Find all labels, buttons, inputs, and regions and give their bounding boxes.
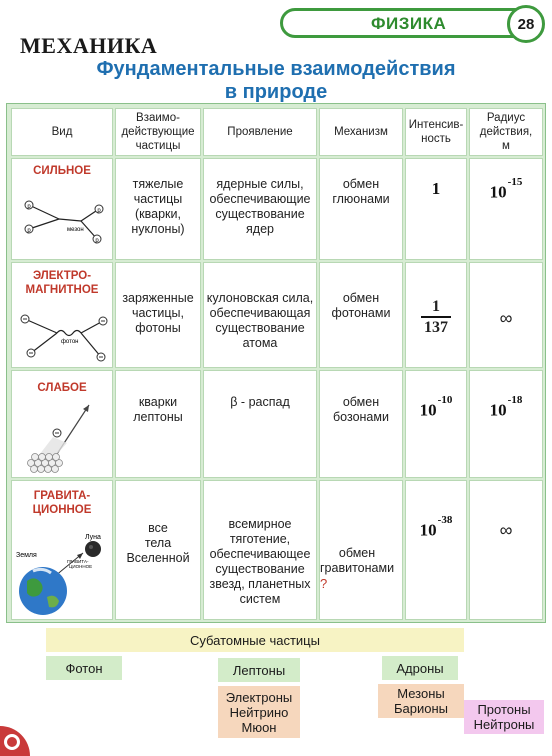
baryon-list-box <box>464 700 544 734</box>
subject-tab <box>280 8 544 38</box>
kind-weak-label: СЛАБОЕ <box>37 382 87 394</box>
svg-text:p: p <box>95 238 99 244</box>
moon-label: Луна <box>85 534 101 541</box>
page-title: Фундаментальные взаимодействия <box>96 58 456 80</box>
photon-label: фотон <box>61 339 79 345</box>
kind-gravity-label: ГРАВИТА- ЦИОННОЕ <box>32 490 92 516</box>
svg-text:p: p <box>27 204 31 210</box>
col-header-kind: Вид <box>11 108 113 156</box>
row-gravity-intensity <box>405 480 467 620</box>
lepton-item: Мюон <box>241 719 277 735</box>
row-weak-kind <box>11 370 113 478</box>
section-title: МЕХАНИКА <box>20 33 158 58</box>
col-header-mechanism: Механизм <box>319 108 403 156</box>
earth-moon-diagram <box>13 523 113 619</box>
proton-icon <box>95 205 103 214</box>
lepton-item: Нейтрино <box>229 704 289 720</box>
page-corner-decoration <box>0 726 30 756</box>
subatomic-title: Субатомные частицы <box>46 628 464 652</box>
intensity-value: $10^{-10}$ <box>419 394 453 420</box>
infinity-symbol: ∞ <box>499 520 513 540</box>
row-strong-particles: тяжелые частицы (кварки, нуклоны) <box>115 158 201 260</box>
row-weak-intensity <box>405 370 467 478</box>
meson-label: мезон <box>67 227 84 233</box>
gravity-force-label: ГРАВИТА- <box>67 559 89 564</box>
row-em-radius <box>469 262 543 368</box>
hadron-item: Барионы <box>393 701 448 716</box>
row-weak-manifestation: β - распад <box>203 370 317 478</box>
svg-text:p: p <box>97 208 101 214</box>
page-number: 28 <box>507 5 545 43</box>
hadron-item: Мезоны <box>397 686 445 701</box>
subject-name: ФИЗИКА <box>371 14 447 33</box>
moon-icon <box>85 541 101 557</box>
row-gravity-particles: все тела Вселенной <box>115 480 201 620</box>
electron-icon <box>99 317 107 325</box>
mechanism-text: обмен гравитонами <box>320 545 395 575</box>
hadrons-box: Адроны <box>382 656 458 680</box>
row-weak-radius <box>469 370 543 478</box>
strong-interaction-diagram <box>15 183 111 257</box>
electron-icon <box>53 429 61 437</box>
row-em-kind <box>11 262 113 368</box>
row-em-manifestation: кулоновская сила, обеспечивающая существование атома <box>203 262 317 368</box>
intensity-value: $10^{-38}$ <box>419 514 453 540</box>
col-header-radius: Радиус действия, м <box>469 108 543 156</box>
row-strong-radius <box>469 158 543 260</box>
row-gravity-manifestation: всемирное тяготение, обеспечивающее существование звезд, планетных систем <box>203 480 317 620</box>
row-gravity-radius <box>469 480 543 620</box>
proton-icon <box>93 235 101 244</box>
row-gravity-kind <box>11 480 113 620</box>
row-em-mechanism: обмен фотонами <box>319 262 403 368</box>
svg-text:p: p <box>27 228 31 234</box>
col-header-intensity: Интенсив- ность <box>405 108 467 156</box>
lepton-list-box <box>218 686 300 738</box>
baryon-item: Нейтроны <box>473 717 535 732</box>
row-strong-manifestation: ядерные силы, обеспечивающие существование ядер <box>203 158 317 260</box>
page-subtitle: в природе <box>224 81 328 103</box>
lepton-item: Электроны <box>225 689 293 705</box>
radius-value: $10^{-15}$ <box>489 176 523 202</box>
row-em-intensity <box>405 262 467 368</box>
proton-icon <box>25 225 33 234</box>
row-strong-kind <box>11 158 113 260</box>
col-header-particles: Взаимо- действующие частицы <box>115 108 201 156</box>
electron-icon <box>97 353 105 361</box>
baryon-item: Протоны <box>477 702 531 717</box>
row-em-particles: заряженные частицы, фотоны <box>115 262 201 368</box>
beta-decay-diagram <box>15 397 111 477</box>
photon-box: Фотон <box>46 656 122 680</box>
nucleus-icon <box>28 454 63 473</box>
radius-value: $10^{-18}$ <box>489 394 523 420</box>
row-gravity-mechanism <box>319 480 403 620</box>
electron-icon <box>27 349 35 357</box>
electromagnetic-interaction-diagram <box>15 301 111 367</box>
kind-strong-label: СИЛЬНОЕ <box>33 165 91 177</box>
leptons-box: Лептоны <box>218 658 300 682</box>
row-strong-mechanism: обмен глюонами <box>319 158 403 260</box>
row-weak-mechanism: обмен бозонами <box>319 370 403 478</box>
electron-icon <box>21 315 29 323</box>
interactions-table <box>6 103 546 623</box>
infinity-symbol: ∞ <box>499 308 513 328</box>
unknown-mark: ? <box>320 575 328 591</box>
row-weak-particles: кварки лептоны <box>115 370 201 478</box>
col-header-manifestation: Проявление <box>203 108 317 156</box>
hadron-list-box <box>378 684 464 718</box>
kind-em-label: ЭЛЕКТРО- МАГНИТНОЕ <box>25 270 99 296</box>
proton-icon <box>25 201 33 210</box>
earth-label: Земля <box>16 552 37 559</box>
earth-icon <box>19 567 67 615</box>
row-strong-intensity <box>405 158 467 260</box>
intensity-value: 1 <box>431 179 441 198</box>
gravity-force-label: ЦИОННОЕ <box>69 564 93 569</box>
intensity-fraction: $\frac{1}{137}$ <box>421 299 451 335</box>
